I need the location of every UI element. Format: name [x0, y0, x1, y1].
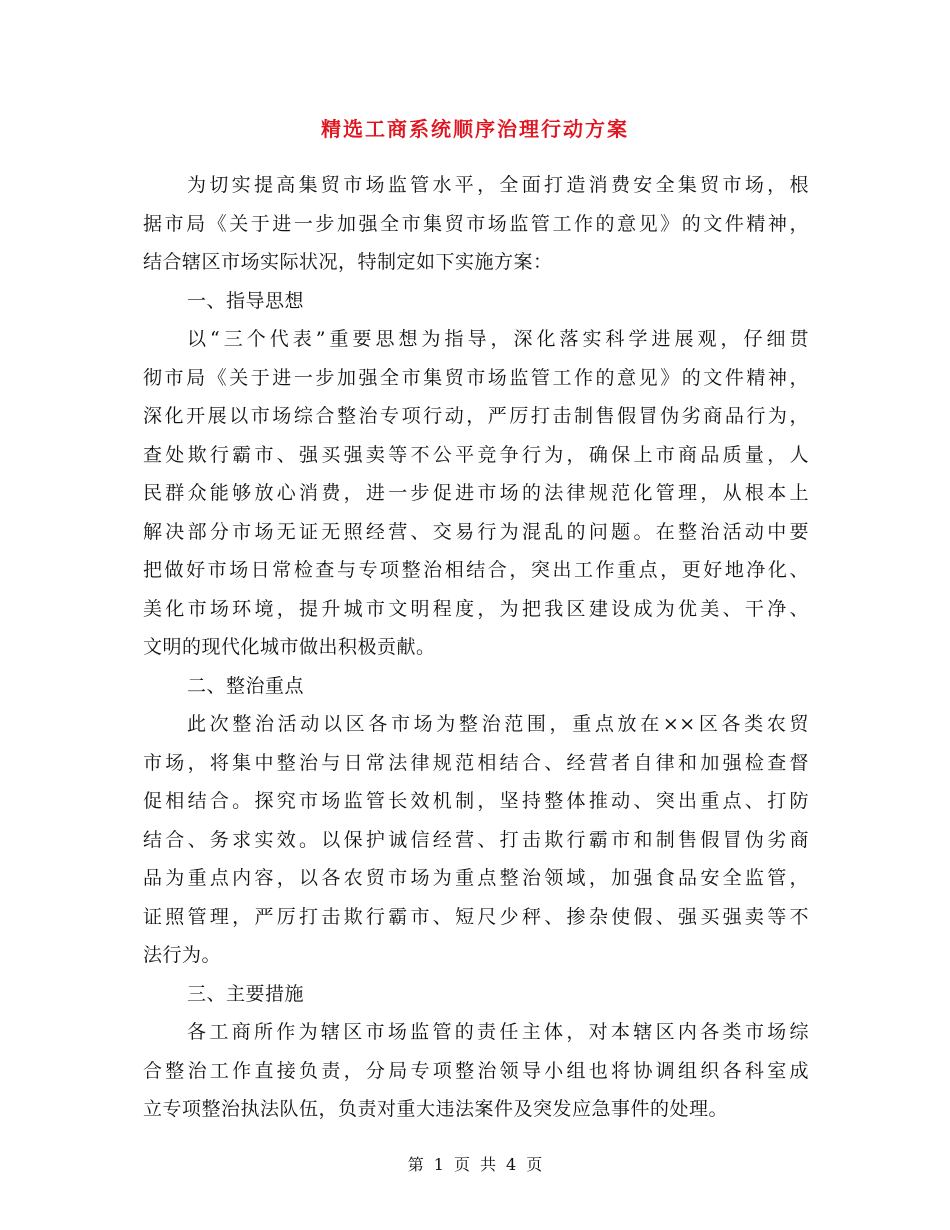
body-line: 文明的现代化城市做出积极贡献。	[143, 636, 436, 658]
body-line: 市场，将集中整治与日常法律规范相结合、经营者自律和加强检查督	[143, 751, 809, 774]
document-body	[143, 166, 809, 1129]
body-line: 促相结合。探究市场监管长效机制，坚持整体推动、突出重点、打防	[143, 790, 809, 812]
body-line: 合整治工作直接负责，分局专项整治领导小组也将协调组织各科室成	[143, 1059, 809, 1082]
footer-word-ye-end: 页	[526, 1155, 543, 1174]
section-heading: 二、整治重点	[187, 674, 305, 697]
body-line: 法行为。	[143, 944, 222, 966]
body-line: 民群众能够放心消费，进一步促进市场的法律规范化管理，从根本上	[143, 482, 809, 504]
body-line: 深化开展以市场综合整治专项行动，严厉打击制售假冒伪劣商品行为，	[143, 405, 809, 427]
footer-total-pages: 4	[506, 1155, 517, 1174]
body-line: 解决部分市场无证无照经营、交易行为混乱的问题。在整治活动中要	[143, 520, 809, 543]
body-line: 各工商所作为辖区市场监管的责任主体，对本辖区内各类市场综	[187, 1021, 809, 1043]
footer-word-page: 第	[407, 1155, 424, 1174]
body-line: 为切实提高集贸市场监管水平，全面打造消费安全集贸市场，根	[187, 174, 809, 196]
page-footer	[0, 1153, 950, 1177]
section-heading: 一、指导思想	[187, 289, 305, 312]
body-line: 此次整治活动以区各市场为整治范围，重点放在××区各类农贸	[187, 713, 809, 735]
body-line: 证照管理，严厉打击欺行霸市、短尺少秤、掺杂使假、强买强卖等不	[143, 905, 809, 928]
body-line: 以“三个代表”重要思想为指导，深化落实科学进展观，仔细贯	[187, 328, 809, 350]
body-line: 立专项整治执法队伍，负责对重大违法案件及突发应急事件的处理。	[143, 1098, 729, 1120]
body-line: 结合、务求实效。以保护诚信经营、打击欺行霸市和制售假冒伪劣商	[143, 828, 809, 851]
body-line: 美化市场环境，提升城市文明程度，为把我区建设成为优美、干净、	[143, 597, 809, 620]
body-line: 据市局《关于进一步加强全市集贸市场监管工作的意见》的文件精神，	[143, 212, 809, 235]
body-line: 品为重点内容，以各农贸市场为重点整治领域，加强食品安全监管，	[143, 867, 809, 889]
body-line: 结合辖区市场实际状况，特制定如下实施方案：	[143, 251, 553, 273]
footer-current-page: 1	[433, 1155, 444, 1174]
footer-word-ye: 页	[453, 1155, 470, 1174]
body-line: 彻市局《关于进一步加强全市集贸市场监管工作的意见》的文件精神，	[143, 366, 809, 389]
section-heading: 三、主要措施	[187, 982, 305, 1005]
body-line: 查处欺行霸市、强买强卖等不公平竞争行为，确保上市商品质量，人	[143, 443, 809, 466]
footer-word-gong: 共	[480, 1155, 497, 1174]
body-line: 把做好市场日常检查与专项整治相结合，突出工作重点，更好地净化、	[143, 559, 809, 581]
document-title: 精选工商系统顺序治理行动方案	[321, 117, 629, 141]
